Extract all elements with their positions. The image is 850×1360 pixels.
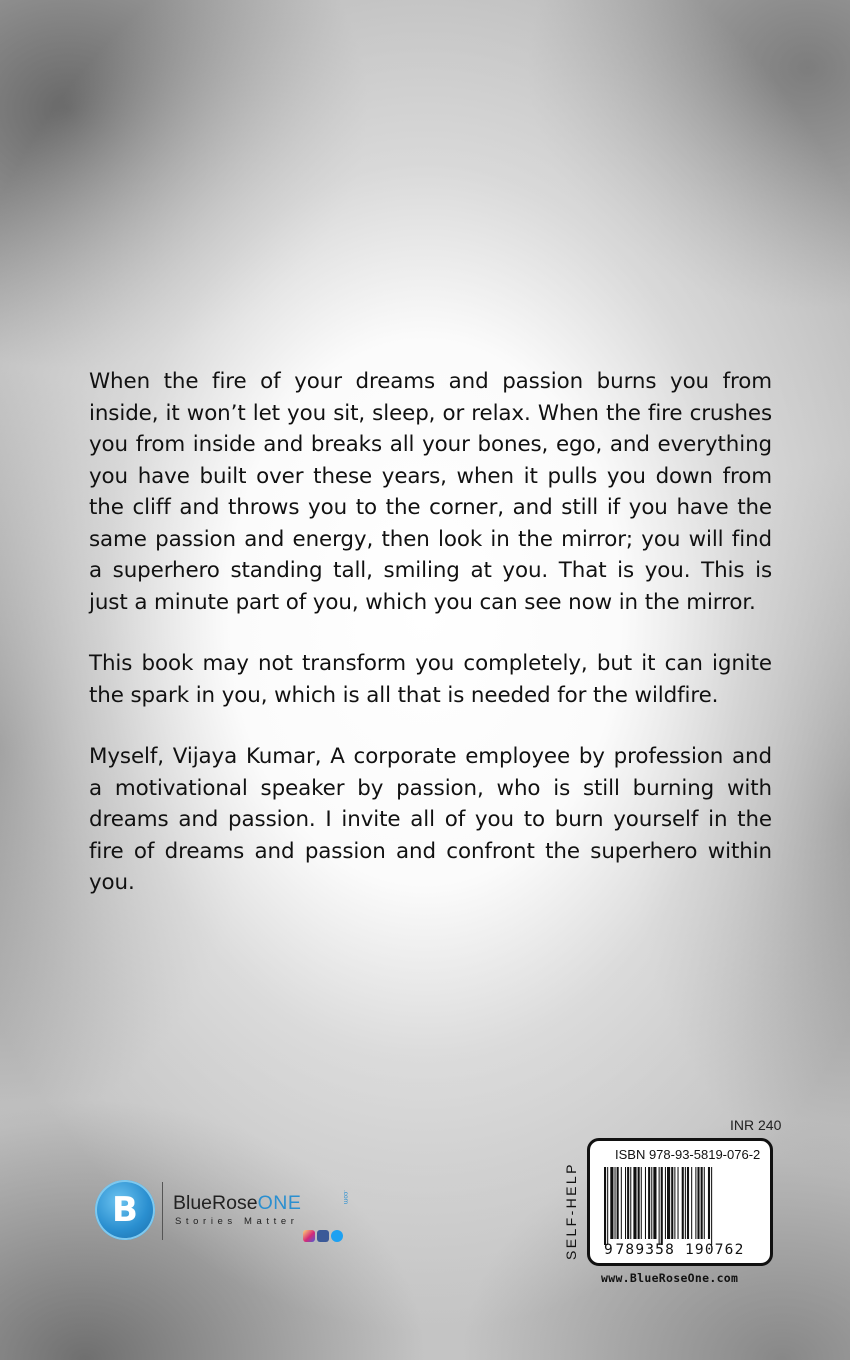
- publisher-name: [173, 1192, 301, 1215]
- publisher-tagline: Stories Matter: [175, 1216, 299, 1227]
- isbn-label: ISBN 978-93-5819-076-2: [615, 1147, 761, 1162]
- blurb-text: [89, 366, 772, 929]
- barcode-icon: [602, 1167, 758, 1245]
- blurb-paragraph-3: Myself, Vijaya Kumar, A corporate employee by profession and a motivational speaker by passion, who is still burning with dreams and passion. I invite all of you to burn yourself in the fire of dreams and passion and confront the superhero within you.: [89, 744, 772, 895]
- price-label: INR 240: [730, 1117, 782, 1133]
- publisher-logo-icon: [95, 1180, 155, 1240]
- barcode-lead-digit: 9: [604, 1242, 614, 1258]
- publisher-logo: [95, 1180, 365, 1242]
- barcode-number: [590, 1242, 770, 1258]
- publisher-website: www.BlueRoseOne.com: [601, 1271, 739, 1285]
- twitter-icon: [331, 1230, 343, 1242]
- blurb-paragraph-2: This book may not transform you completely, but it can ignite the spark in you, which is all that is needed for the wildfire.: [89, 651, 772, 708]
- logo-divider: [162, 1182, 163, 1240]
- isbn-barcode-box: [587, 1138, 773, 1266]
- publisher-name-part1: BlueRose: [173, 1192, 258, 1214]
- instagram-icon: [303, 1230, 315, 1242]
- logo-letter: B: [112, 1190, 138, 1230]
- publisher-name-part2: ONE: [257, 1192, 302, 1214]
- blurb-paragraph-1: When the fire of your dreams and passion burns you from inside, it won’t let you sit, sleep, or relax. When the fire crushes you from inside and breaks all your bones, ego, and everything you have built over these years, when it pulls you down from the cliff and throws you to the corner, and still if you have the same passion and energy, then look in the mirror; you will find a superhero standing tall, smiling at you. That is you. This is just a minute part of you, which you can see now in the mirror.: [89, 369, 772, 615]
- genre-label: SELF-HELP: [563, 1162, 579, 1260]
- facebook-icon: [317, 1230, 329, 1242]
- publisher-name-suffix: .com: [342, 1190, 349, 1205]
- social-icons: [303, 1230, 343, 1242]
- barcode-digits: 789358 190762: [615, 1242, 745, 1258]
